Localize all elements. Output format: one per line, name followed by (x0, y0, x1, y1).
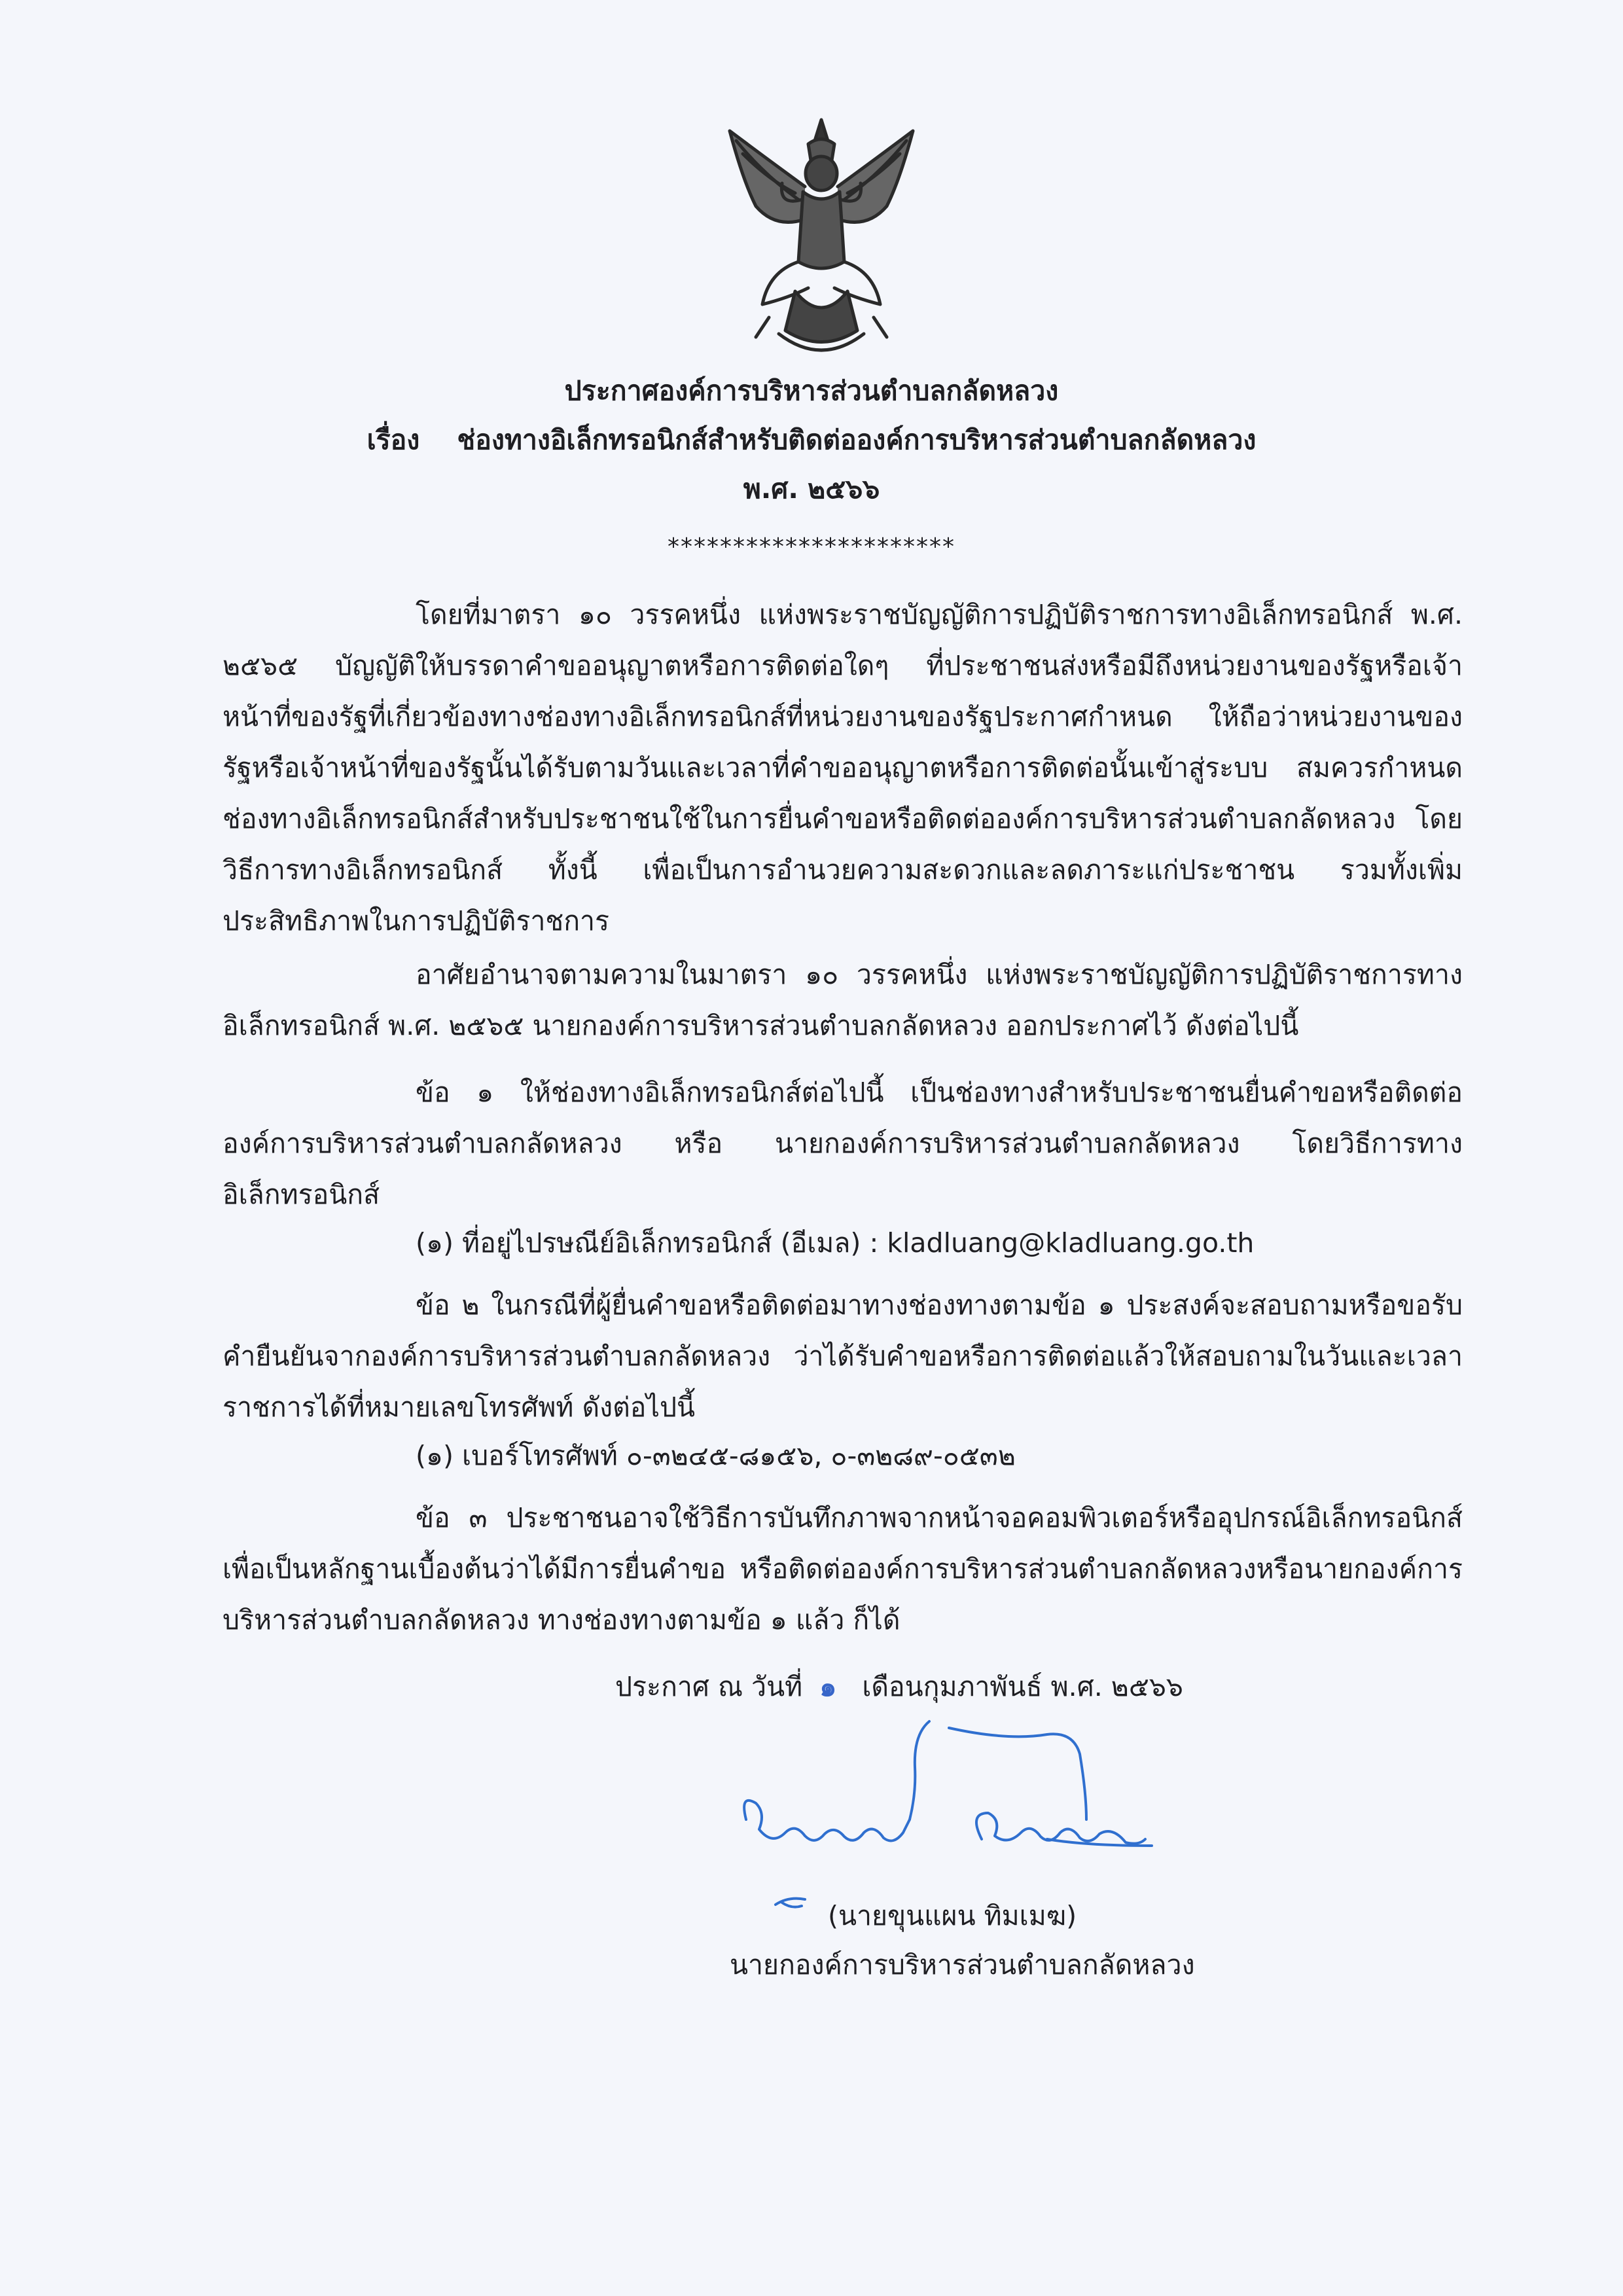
date-suffix: เดือนกุมภาพันธ์ พ.ศ. ๒๕๖๖ (862, 1671, 1183, 1702)
announcement-title: ประกาศองค์การบริหารส่วนตำบลกลัดหลวง (564, 375, 1059, 406)
signatory-name: (นายขุนแผน ทิมเมฆ) (828, 1900, 1077, 1931)
signature (733, 1715, 1158, 1885)
signature-mark (772, 1893, 812, 1912)
separator: ********************** (668, 533, 955, 560)
clause-1: ข้อ ๑ ให้ช่องทางอิเล็กทรอนิกส์ต่อไปนี้ เป็นช่องทางสำหรับประชาชนยื่นคำขอหรือติดต่อองค์การบริหารส่วนตำบลกลัดหลวง หรือ นายกองค์การบริหารส่วนตำบลกลัดหลวง โดยวิธีการทางอิเล็กทรอนิกส์ (223, 1077, 1463, 1210)
announcement-subject-line (0, 419, 1623, 461)
signatory-title: นายกองค์การบริหารส่วนตำบลกลัดหลวง (730, 1949, 1195, 1981)
clause-2: ข้อ ๒ ในกรณีที่ผู้ยื่นคำขอหรือติดต่อมาทางช่องทางตามข้อ ๑ ประสงค์จะสอบถามหรือขอรับคำยืนยันจากองค์การบริหารส่วนตำบลกลัดหลวง ว่าได้รับคำขอหรือการติดต่อแล้วให้สอบถามในวันและเวลาราชการได้ที่หมายเลขโทรศัพท์ ดังต่อไปนี้ (223, 1289, 1463, 1423)
announcement-date (615, 1666, 1183, 1708)
paragraph-2: อาศัยอำนาจตามความในมาตรา ๑๐ วรรคหนึ่ง แห่งพระราชบัญญัติการปฏิบัติราชการทางอิเล็กทรอนิกส์ พ.ศ. ๒๕๖๕ นายกองค์การบริหารส่วนตำบลกลัดหลวง ออกประกาศไว้ ดังต่อไปนี้ (223, 959, 1463, 1041)
clause-3: ข้อ ๓ ประชาชนอาจใช้วิธีการบันทึกภาพจากหน้าจอคอมพิวเตอร์หรืออุปกรณ์อิเล็กทรอนิกส์ เพื่อเป็นหลักฐานเบื้องต้นว่าได้มีการยื่นคำขอ หรือติดต่อองค์การบริหารส่วนตำบลกลัดหลวงหรือนายกองค์การบริหารส่วนตำบลกลัดหลวง ทางช่องทางตามข้อ ๑ แล้ว ก็ได้ (223, 1502, 1463, 1636)
garuda-emblem-icon (717, 108, 926, 363)
clause-1-email: (๑) ที่อยู่ไปรษณีย์อิเล็กทรอนิกส์ (อีเมล) : kladluang@kladluang.go.th (416, 1227, 1255, 1259)
date-day: ๑ (819, 1671, 837, 1702)
clause-2-phone: (๑) เบอร์โทรศัพท์ ๐-๓๒๔๕-๘๑๕๖, ๐-๓๒๘๙-๐๕๓๒ (416, 1440, 1016, 1471)
subject-text: ช่องทางอิเล็กทรอนิกส์สำหรับติดต่อองค์การบริหารส่วนตำบลกลัดหลวง (457, 424, 1257, 456)
announcement-year: พ.ศ. ๒๕๖๖ (743, 473, 880, 505)
paragraph-1: โดยที่มาตรา ๑๐ วรรคหนึ่ง แห่งพระราชบัญญัติการปฏิบัติราชการทางอิเล็กทรอนิกส์ พ.ศ. ๒๕๖๕ บัญญัติให้บรรดาคำขออนุญาตหรือการติดต่อใดๆ ที่ประชาชนส่งหรือมีถึงหน่วยงานของรัฐหรือเจ้าหน้าที่ของรัฐที่เกี่ยวข้องทางช่องทางอิเล็กทรอนิกส์ที่หน่วยงานของรัฐประกาศกำหนด ให้ถือว่าหน่วยงานของรัฐหรือเจ้าหน้าที่ของรัฐนั้นได้รับตามวันและเวลาที่คำขออนุญาตหรือการติดต่อนั้นเข้าสู่ระบบ สมควรกำหนดช่องทางอิเล็กทรอนิกส์สำหรับประชาชนใช้ในการยื่นคำขอหรือติดต่อองค์การบริหารส่วนตำบลกลัดหลวง โดยวิธีการทางอิเล็กทรอนิกส์ ทั้งนี้ เพื่อเป็นการอำนวยความสะดวกและลดภาระแก่ประชาชน รวมทั้งเพิ่มประสิทธิภาพในการปฏิบัติราชการ (223, 599, 1463, 937)
date-prefix: ประกาศ ณ วันที่ (615, 1671, 803, 1702)
subject-label: เรื่อง (366, 424, 420, 456)
